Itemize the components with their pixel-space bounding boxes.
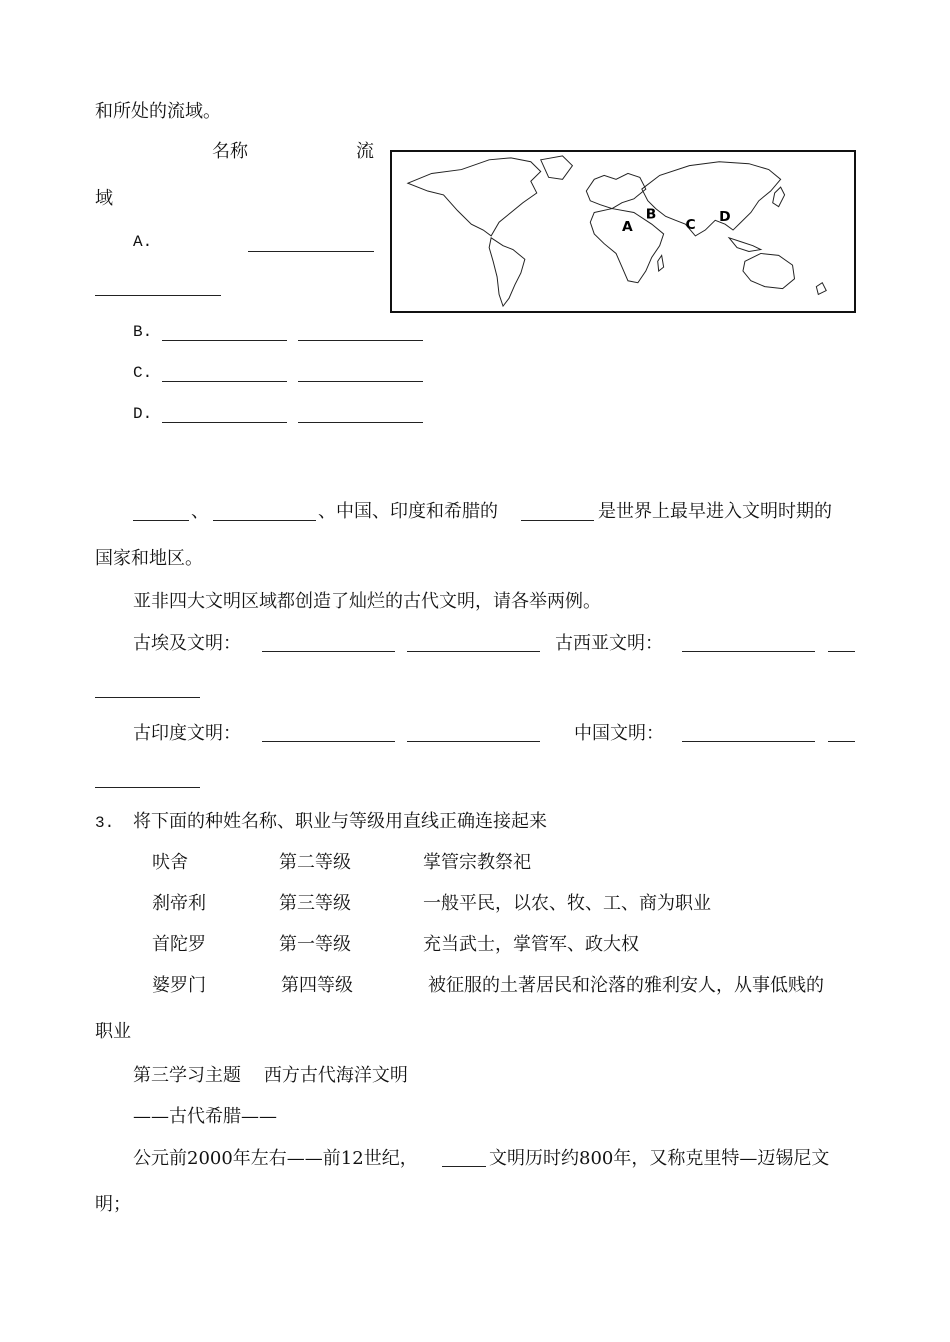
egypt-label: 古埃及文明： <box>133 633 241 654</box>
world-map-outline <box>392 152 854 311</box>
caste-duty: 充当武士，掌管军、政大权 <box>423 934 639 955</box>
india-blank-1[interactable] <box>262 741 395 742</box>
north-america-outline <box>408 158 541 236</box>
caste-name: 首陀罗 <box>152 934 206 955</box>
australia-outline <box>743 253 795 288</box>
map-label-b: B <box>645 206 657 223</box>
caste-duty-cont: 职业 <box>95 1021 131 1042</box>
greece-heading: ——古代希腊—— <box>133 1106 277 1127</box>
caste-name: 刹帝利 <box>152 893 206 914</box>
greece-blank[interactable] <box>442 1166 486 1167</box>
new-zealand-outline <box>816 283 826 295</box>
q3-text: 将下面的种姓名称、职业与等级用直线正确连接起来 <box>133 811 547 832</box>
india-blank-2[interactable] <box>407 741 540 742</box>
option-a-name-blank[interactable] <box>248 251 374 252</box>
asia-outline <box>642 162 781 236</box>
option-b-river-blank[interactable] <box>298 340 423 341</box>
westasia-blank-1[interactable] <box>682 651 815 652</box>
china-blank-2a[interactable] <box>828 741 855 742</box>
egypt-blank-2[interactable] <box>407 651 540 652</box>
china-blank-1[interactable] <box>682 741 815 742</box>
map-label-d: D <box>719 209 731 226</box>
china-label: 中国文明： <box>574 723 664 744</box>
q3-number: 3. <box>95 814 115 832</box>
madagascar-outline <box>658 255 664 271</box>
china-blank-2b[interactable] <box>95 787 200 788</box>
caste-rank: 第一等级 <box>279 934 351 955</box>
map-label-a: A <box>622 219 633 235</box>
greenland-outline <box>541 156 573 179</box>
early-text-2: 、中国、印度和希腊的 <box>318 501 498 522</box>
examples-question: 亚非四大文明区域都创造了灿烂的古代文明，请各举两例。 <box>133 591 601 612</box>
caste-rank: 第三等级 <box>279 893 351 914</box>
early-blank-3[interactable] <box>521 520 594 521</box>
intro-line: 和所处的流域。 <box>95 101 221 122</box>
early-text-cont: 国家和地区。 <box>95 548 203 569</box>
option-b-name-blank[interactable] <box>162 340 287 341</box>
caste-rank: 第四等级 <box>281 975 353 996</box>
option-c-river-blank[interactable] <box>298 381 423 382</box>
caste-duty: 掌管宗教祭祀 <box>423 852 531 873</box>
early-text-1: 、 <box>191 501 209 522</box>
option-a-river-blank[interactable] <box>95 295 221 296</box>
option-a-label: A. <box>133 233 153 251</box>
early-blank-2[interactable] <box>213 520 316 521</box>
early-text-3: 是世界上最早进入文明时期的 <box>598 501 832 522</box>
option-d-label: D. <box>133 405 153 423</box>
europe-outline <box>586 173 645 208</box>
westasia-label: 古西亚文明： <box>555 633 663 654</box>
caste-duty: 一般平民，以农、牧、工、商为职业 <box>423 893 711 914</box>
option-c-label: C. <box>133 364 153 382</box>
greece-paragraph-a: 公元前2000年左右——前12世纪， <box>133 1148 418 1169</box>
greece-paragraph-cont: 明； <box>95 1194 131 1215</box>
egypt-blank-1[interactable] <box>262 651 395 652</box>
world-map <box>390 150 856 313</box>
caste-name: 婆罗门 <box>152 975 206 996</box>
japan-outline <box>773 187 785 207</box>
theme-title: 第三学习主题 西方古代海洋文明 <box>133 1065 408 1086</box>
column-header-river-cont: 域 <box>95 188 113 209</box>
south-america-outline <box>489 238 525 306</box>
early-blank-1[interactable] <box>133 520 189 521</box>
map-label-c: C <box>685 217 696 234</box>
option-d-river-blank[interactable] <box>298 422 423 423</box>
option-b-label: B. <box>133 323 153 341</box>
caste-rank: 第二等级 <box>279 852 351 873</box>
column-header-name: 名称 <box>212 141 248 162</box>
option-d-name-blank[interactable] <box>162 422 287 423</box>
caste-name: 吠舍 <box>152 852 188 873</box>
option-c-name-blank[interactable] <box>162 381 287 382</box>
westasia-blank-2b[interactable] <box>95 697 200 698</box>
southeast-asia-outline <box>729 238 761 252</box>
westasia-blank-2a[interactable] <box>828 651 855 652</box>
caste-duty: 被征服的土著居民和沦落的雅利安人，从事低贱的 <box>428 975 824 996</box>
india-label: 古印度文明： <box>133 723 241 744</box>
column-header-river: 流 <box>356 141 374 162</box>
greece-paragraph-b: 文明历时约800年，又称克里特—迈锡尼文 <box>489 1148 830 1169</box>
